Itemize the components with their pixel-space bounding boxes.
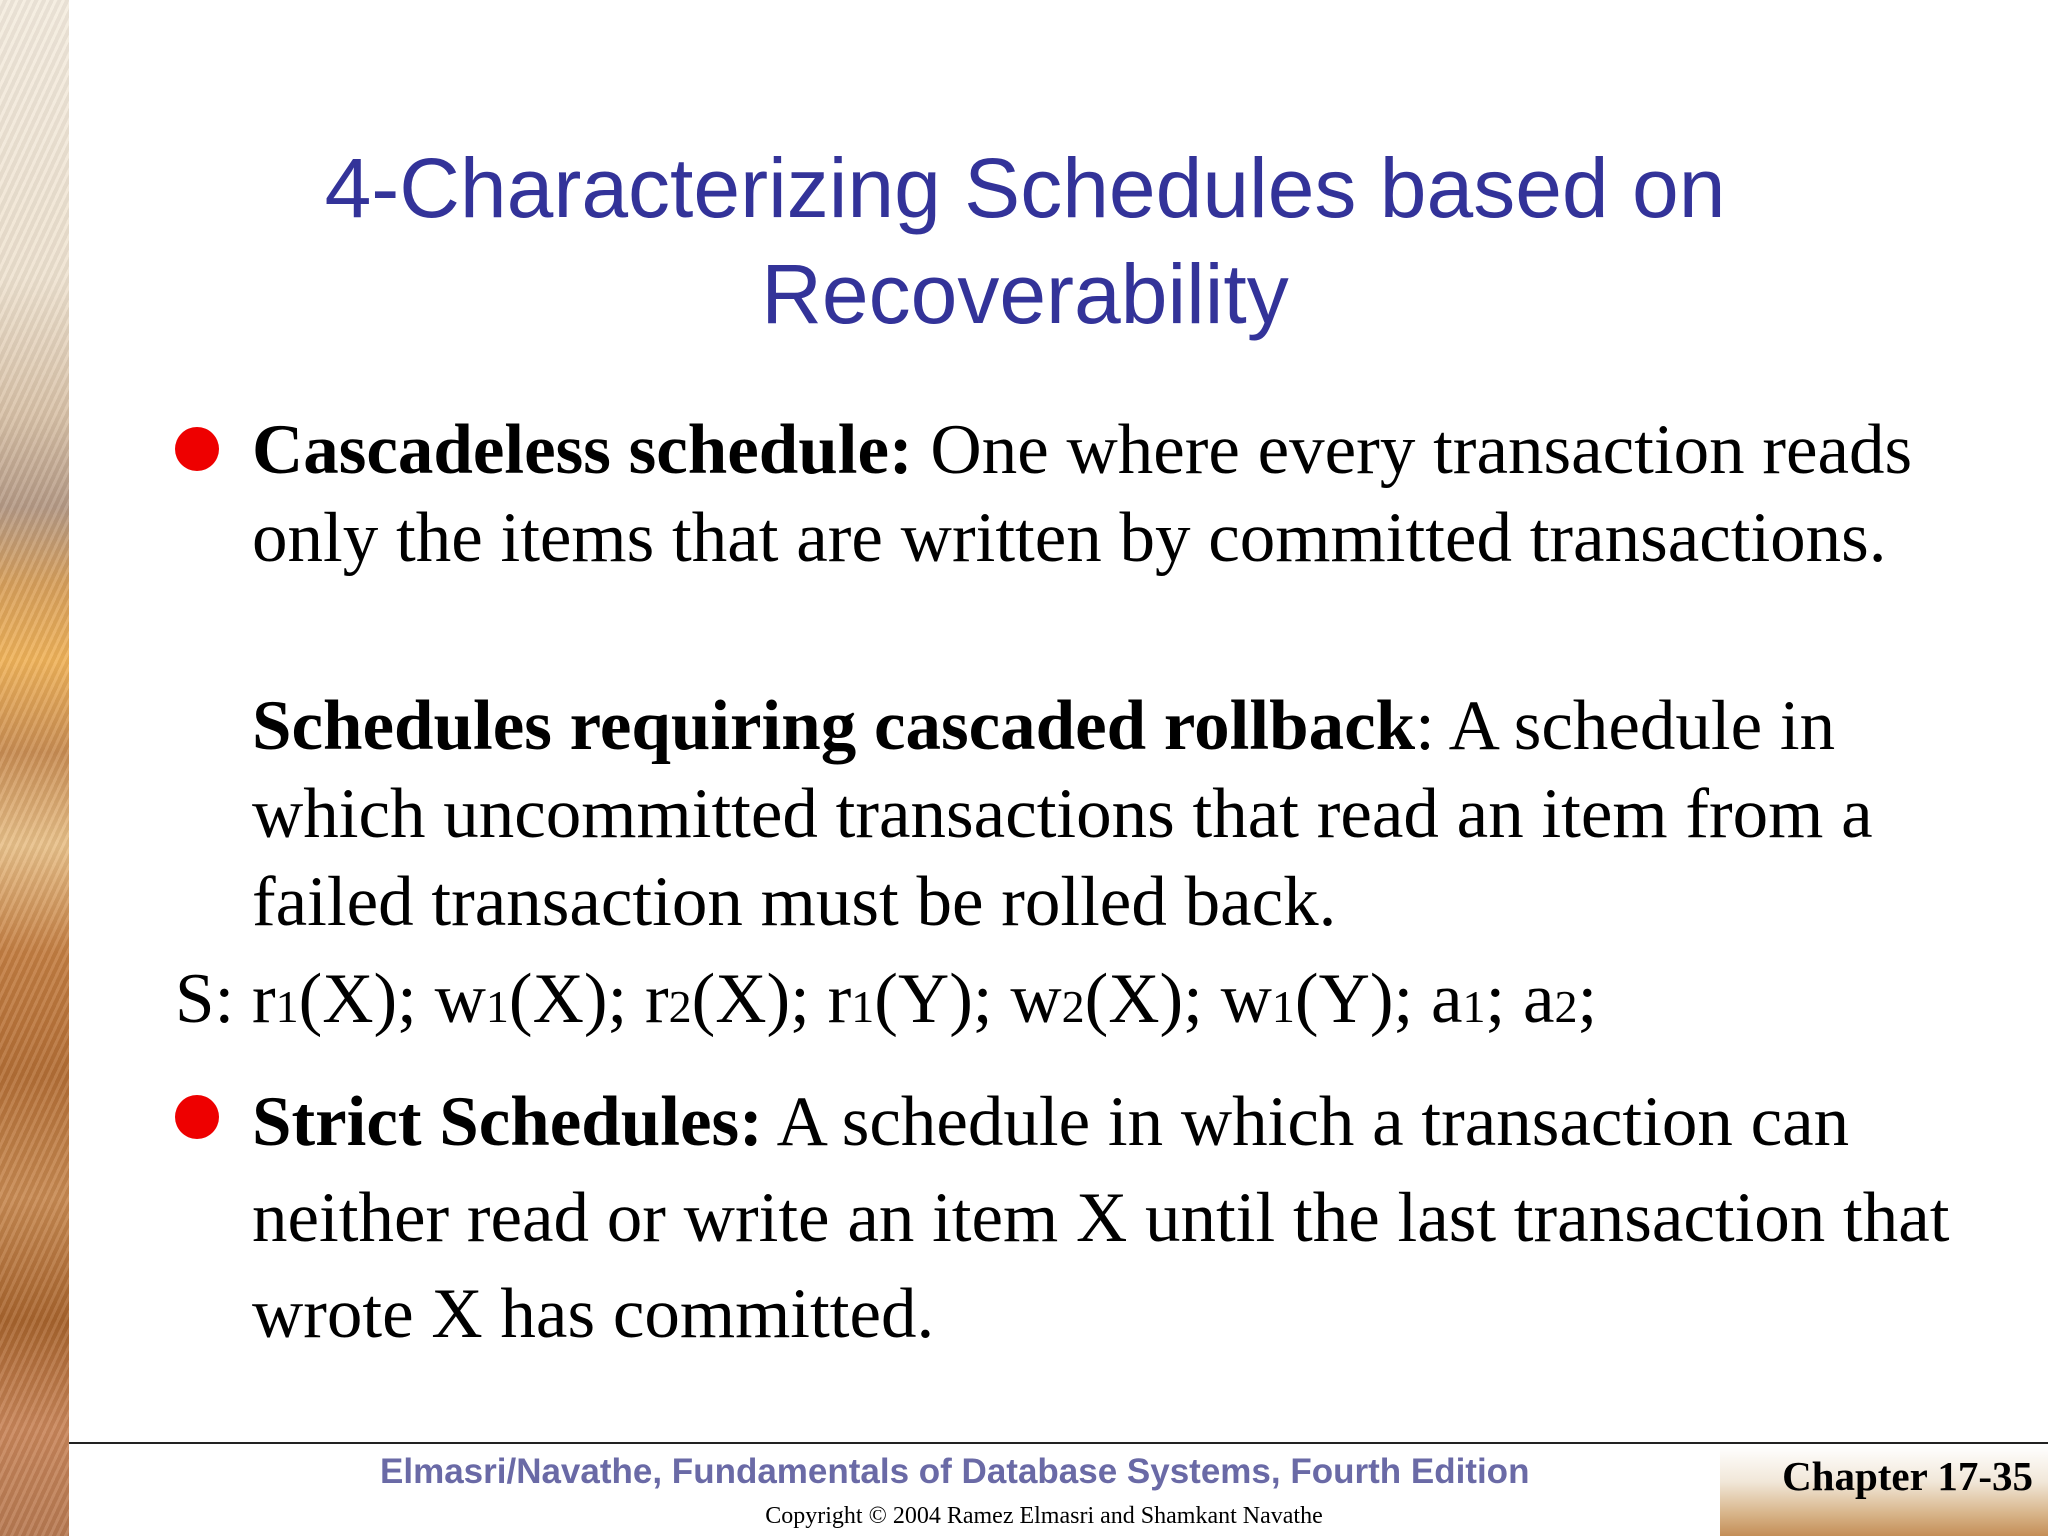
schedule-text: S: r <box>175 960 276 1038</box>
schedule-index: 1 <box>1271 981 1295 1032</box>
schedule-text: (X); w <box>1084 960 1272 1038</box>
strict-text: A schedule in which a transaction can neither read or write an item X until the last transaction that wrote X has committed. <box>252 1083 1950 1353</box>
schedule-text: (Y); w <box>874 960 1062 1038</box>
schedule-index: 1 <box>485 981 509 1032</box>
footer-divider <box>69 1442 2048 1444</box>
schedule-text: (X); r <box>691 960 852 1038</box>
schedule-text: ; a <box>1485 960 1555 1038</box>
schedule-index: 1 <box>1462 981 1486 1032</box>
bullet-dot-icon <box>175 1095 219 1139</box>
schedule-index: 1 <box>275 981 299 1032</box>
footer-book-title: Elmasri/Navathe, Fundamentals of Database Systems, Fourth Edition <box>380 1452 1530 1491</box>
copyright-notice: Copyright © 2004 Ramez Elmasri and Shamkant Navathe <box>765 1503 1323 1529</box>
schedule-index: 2 <box>1061 981 1085 1032</box>
cascadeless-paragraph <box>252 406 2012 582</box>
strict-paragraph <box>252 1074 2012 1362</box>
schedule-index: 2 <box>1554 981 1578 1032</box>
schedule-index: 1 <box>851 981 875 1032</box>
chapter-label: Chapter 17-35 <box>1782 1453 2033 1499</box>
slide-title-line-2: Recoverability <box>761 247 1289 341</box>
schedule-text: (X); w <box>298 960 486 1038</box>
schedule-index: 2 <box>668 981 692 1032</box>
schedule-example <box>175 955 1597 1051</box>
schedule-text: ; <box>1577 960 1598 1038</box>
cascaded-rollback-term: Schedules requiring cascaded rollback <box>252 687 1416 765</box>
strict-term: Strict Schedules: <box>252 1083 763 1161</box>
schedule-text: (Y); a <box>1294 960 1463 1038</box>
slide-title-line-1: 4-Characterizing Schedules based on <box>324 141 1726 235</box>
schedule-text: (X); r <box>508 960 669 1038</box>
cascaded-rollback-text: : A schedule in which uncommitted transactions that read an item from a failed transaction must be rolled back. <box>252 687 1873 941</box>
cascadeless-text: One where every transaction reads only the items that are written by committed transactions. <box>252 411 1913 577</box>
cascaded-rollback-paragraph <box>252 682 2012 946</box>
bullet-dot-icon <box>175 427 219 471</box>
cascadeless-term: Cascadeless schedule: <box>252 411 913 489</box>
